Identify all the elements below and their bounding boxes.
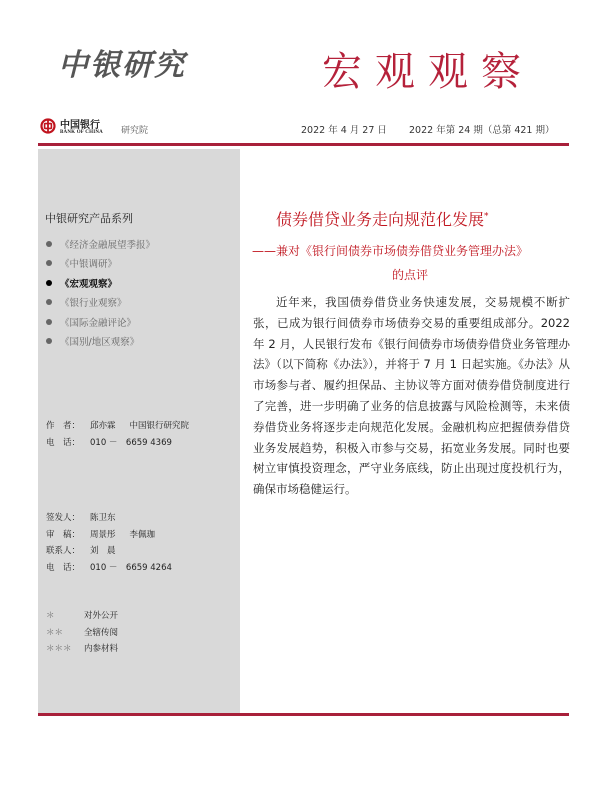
contact-row bbox=[46, 543, 172, 560]
bullet-icon bbox=[46, 260, 52, 266]
bank-name-en: BANK OF CHINA bbox=[60, 130, 103, 135]
product-label: 《国际金融评论》 bbox=[60, 317, 137, 329]
author-info bbox=[46, 418, 189, 451]
bullet-icon bbox=[46, 280, 52, 286]
signer-label: 签发人： bbox=[46, 513, 81, 523]
classification-label: 内参材料 bbox=[84, 644, 119, 654]
product-item-active bbox=[46, 273, 155, 293]
phone-label: 电 话： bbox=[46, 437, 81, 448]
contact-phone-row bbox=[46, 560, 172, 577]
product-item bbox=[46, 332, 155, 352]
classification-label: 全辖传阅 bbox=[84, 627, 119, 638]
bullet-icon bbox=[46, 299, 52, 305]
author-label: 作 者： bbox=[46, 421, 81, 431]
reviewer-value: 周景彤 bbox=[90, 529, 116, 540]
product-series-list bbox=[46, 234, 155, 351]
product-item bbox=[46, 293, 155, 313]
approval-info bbox=[46, 510, 172, 576]
article-title-text: 债券借贷业务走向规范化发展 bbox=[276, 210, 485, 229]
issue-number: 2022 年第 24 期（总第 421 期） bbox=[409, 125, 555, 136]
contact-value: 刘 晨 bbox=[90, 546, 116, 556]
signer-value: 陈卫东 bbox=[90, 513, 116, 523]
article-subtitle-line2: 的点评 bbox=[391, 268, 428, 282]
bullet-icon bbox=[46, 241, 52, 247]
product-item bbox=[46, 312, 155, 332]
product-label: 《宏观观察》 bbox=[60, 278, 118, 290]
classification-row bbox=[46, 608, 118, 625]
product-label: 《经济金融展望季报》 bbox=[60, 239, 156, 251]
product-item bbox=[46, 234, 155, 254]
bank-name-cn: 中国银行 bbox=[60, 120, 100, 131]
bank-of-china-logo-icon bbox=[40, 118, 56, 134]
series-title: 宏观观察 bbox=[322, 49, 534, 95]
author-org: 中国银行研究院 bbox=[129, 421, 190, 431]
author-row bbox=[46, 418, 189, 435]
publish-date: 2022 年 4 月 27 日 bbox=[301, 125, 387, 136]
star-icon: ＊＊ bbox=[46, 627, 64, 638]
classification-legend bbox=[46, 608, 118, 658]
bullet-icon bbox=[46, 319, 52, 325]
author-name: 邱亦霖 bbox=[90, 421, 116, 431]
phone-value: 010 － 6659 4369 bbox=[90, 437, 172, 448]
contact-label: 联系人： bbox=[46, 546, 81, 556]
product-label: 《国别/地区观察》 bbox=[60, 337, 140, 349]
classification-row bbox=[46, 641, 118, 658]
signer-row bbox=[46, 510, 172, 527]
top-divider bbox=[38, 143, 569, 146]
footnote-mark: * bbox=[484, 211, 489, 222]
reviewer-label: 审 稿： bbox=[46, 529, 81, 540]
brand-calligraphy-logo: 中银研究 bbox=[58, 48, 186, 83]
sidebar-heading: 中银研究产品系列 bbox=[45, 212, 133, 225]
star-icon: ＊＊＊ bbox=[46, 644, 72, 654]
phone-label: 电 话： bbox=[46, 562, 81, 573]
author-phone-row bbox=[46, 435, 189, 452]
article-subtitle: ——兼对《银行间债券市场债券借贷业务管理办法》 bbox=[252, 244, 529, 258]
classification-label: 对外公开 bbox=[84, 611, 119, 621]
bottom-divider bbox=[38, 713, 569, 716]
institute-label: 研究院 bbox=[121, 126, 149, 136]
star-icon: ＊ bbox=[46, 611, 55, 621]
article-title bbox=[276, 207, 489, 230]
reviewer-row bbox=[46, 527, 172, 544]
bullet-icon bbox=[46, 338, 52, 344]
classification-row bbox=[46, 625, 118, 642]
article-abstract: 近年来，我国债券借贷业务快速发展，交易规模不断扩张，已成为银行间债券市场债券交易的重要组成部分。2022 年 2 月，人民银行发布《银行间债券市场债券借贷业务管理办法》（以下简称《办法》），并将于 7 月 1 日起实施。《办法》从市场参与者、履约担保品、主协议等方面对债券借贷制度进行了完善，进一步明确了业务的信息披露与风险检测等，未来债券借贷业务将逐步走向规范化发展。金融机构应把握债券借贷业务发展趋势，积极入市参与交易，拓宽业务发展。同时也要树立审慎投资理念，严守业务底线，防止出现过度投机行为，确保市场稳健运行。 bbox=[253, 295, 570, 497]
phone-value: 010 － 6659 4264 bbox=[90, 562, 172, 573]
product-label: 《中银调研》 bbox=[60, 259, 118, 271]
product-item bbox=[46, 254, 155, 274]
product-label: 《银行业观察》 bbox=[60, 298, 127, 310]
reviewer-value-2: 李佩珈 bbox=[129, 529, 156, 540]
